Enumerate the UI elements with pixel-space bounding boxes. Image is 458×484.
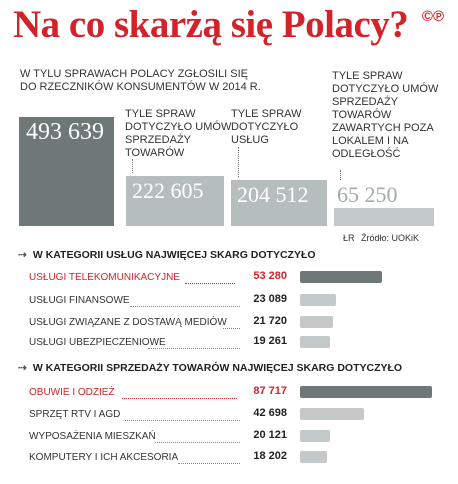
- value-label: 53 280: [253, 270, 287, 282]
- leader-line: [340, 170, 342, 180]
- dotted-leader: [178, 463, 240, 465]
- page-title: Na co skarżą się Polacy?: [13, 3, 409, 46]
- dotted-leader: [125, 420, 240, 422]
- bar: [300, 271, 382, 283]
- category-label: USŁUGI UBEZPIECZENIOWE: [29, 337, 166, 348]
- bar-distance: [334, 208, 434, 226]
- bar: [300, 294, 336, 306]
- annotation-distance: TYLE SPRAW DOTYCZYŁO UMÓW SPRZEDAŻY TOWARÓW ZAWARTYCH POZA LOKALEM I NA ODLEGŁOŚĆ: [332, 70, 439, 160]
- section-title-services: ⇢ W KATEGORII USŁUG NAJWIĘCEJ SKARG DOTYCZYŁO: [18, 249, 316, 261]
- annotation-total: W TYLU SPRAWACH POLACY ZGŁOSILI SIĘ DO RZECZNIKÓW KONSUMENTÓW W 2014 R.: [20, 68, 261, 93]
- value-label: 19 261: [253, 335, 287, 347]
- value-label-goods: 222 605: [132, 178, 204, 203]
- category-label: USŁUGI TELEKOMUNIKACYJNE: [29, 272, 180, 283]
- annotation-services: TYLE SPRAW DOTYCZYŁO USŁUG: [231, 108, 302, 146]
- annotation-goods: TYLE SPRAW DOTYCZYŁO UMÓW SPRZEDAŻY TOWARÓW: [125, 108, 232, 159]
- leader-line: [132, 159, 134, 173]
- category-label: SPRZĘT RTV I AGD: [29, 409, 121, 420]
- dotted-leader: [223, 328, 240, 330]
- source-tag: ŁR: [343, 233, 355, 243]
- bar: [300, 336, 330, 348]
- value-label: 23 089: [253, 293, 287, 305]
- category-label: KOMPUTERY I ICH AKCESORIA: [29, 452, 179, 463]
- category-label: OBUWIE I ODZIEŻ: [29, 387, 115, 398]
- value-label: 21 720: [253, 315, 287, 327]
- arrow-icon: ⇢: [18, 249, 27, 261]
- bar: [300, 316, 333, 328]
- dotted-leader: [130, 306, 240, 308]
- bar-services: [231, 180, 327, 226]
- leader-line: [238, 147, 240, 177]
- dotted-leader: [122, 398, 237, 400]
- logo-icon: ©℗: [421, 8, 444, 25]
- bar: [300, 408, 364, 420]
- bar-goods: [126, 176, 224, 226]
- value-label: 42 698: [253, 407, 287, 419]
- arrow-icon: ⇢: [18, 362, 27, 374]
- value-label-services: 204 512: [237, 182, 309, 207]
- value-label: 18 202: [253, 450, 287, 462]
- bar: [300, 430, 330, 442]
- bar: [300, 451, 327, 463]
- section-title-goods: ⇢ W KATEGORII SPRZEDAŻY TOWARÓW NAJWIĘCEJ SKARG DOTYCZYŁO: [18, 362, 403, 374]
- bar-total: [19, 117, 114, 226]
- value-label-distance: 65 250: [337, 182, 398, 207]
- source-text: Źródło: UOKiK: [361, 233, 420, 243]
- category-label: USŁUGI ZWIĄZANE Z DOSTAWĄ MEDIÓW: [29, 317, 227, 328]
- category-label: USŁUGI FINANSOWE: [29, 295, 130, 306]
- value-label: 87 717: [253, 385, 287, 397]
- category-label: WYPOSAŻENIA MIESZKAŃ: [29, 431, 156, 442]
- dotted-leader: [155, 442, 240, 444]
- value-label-total: 493 639: [26, 119, 104, 145]
- bar: [300, 386, 432, 398]
- dotted-leader: [185, 283, 235, 285]
- value-label: 20 121: [253, 429, 287, 441]
- dotted-leader: [148, 348, 240, 350]
